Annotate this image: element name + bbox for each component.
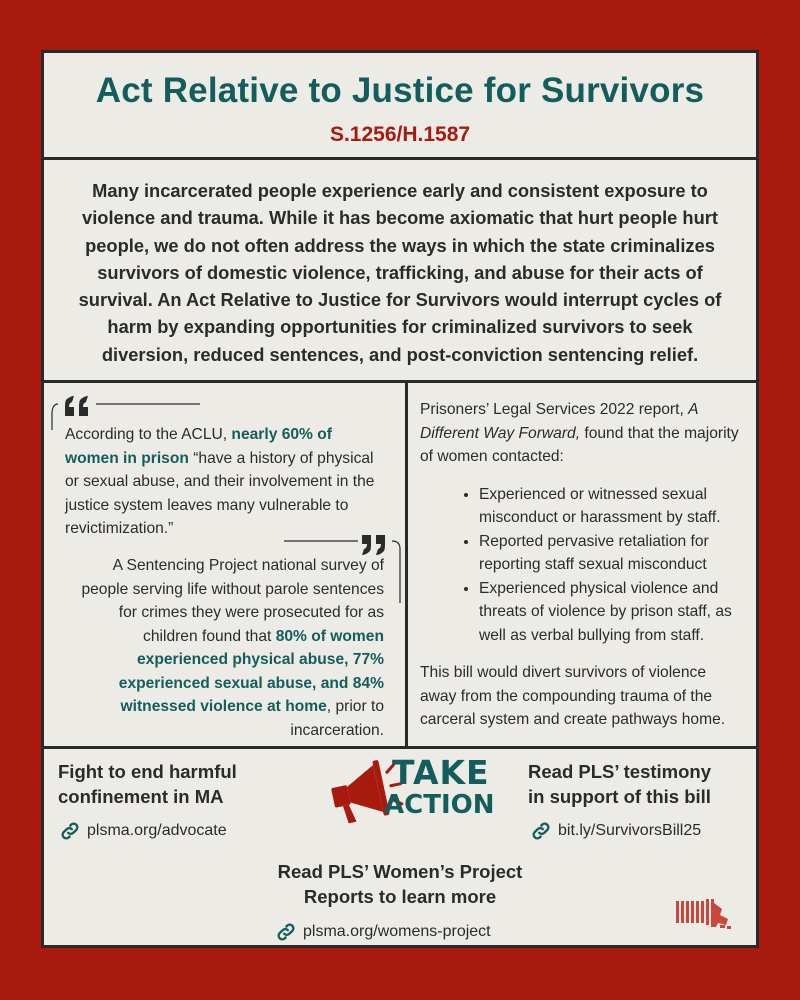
link-icon	[275, 921, 297, 943]
report-title: A Different Way Forward,	[420, 401, 698, 442]
report-intro-text-end: found that the majority of women contacted:	[420, 424, 739, 465]
womens-project-heading-line: Reports to learn more	[303, 886, 497, 907]
divider	[44, 746, 756, 749]
link-icon	[530, 820, 552, 842]
testimony-link-text[interactable]: bit.ly/SurvivorsBill25	[558, 822, 702, 839]
link-icon	[59, 820, 81, 842]
testimony-heading-line: in support of this bill	[528, 786, 711, 807]
advocate-link[interactable]	[59, 820, 227, 842]
take-action-word: TAKE	[392, 753, 490, 792]
sentencing-quote-text-end: , prior to incarceration.	[290, 698, 384, 739]
intro-paragraph: Many incarcerated people experience early and consistent exposure to violence and trauma. While it has become axiomatic that hurt people hurt people, we do not often address the ways in which the state criminalizes survivors of domestic violence, trafficking, and abuse for their acts of survival. An Act Relative to Justice for Survivors would interrupt cycles of harm by expanding opportunities for criminalized survivors to seek diversion, reduced sentences, and post-conviction sentencing relief.	[78, 180, 722, 365]
flyer-card	[41, 50, 759, 948]
testimony-heading-line: Read PLS’ testimony	[528, 761, 711, 782]
testimony-link[interactable]	[530, 820, 701, 842]
advocate-heading-line: Fight to end harmful	[58, 761, 237, 782]
report-intro-text: Prisoners’ Legal Services 2022 report,	[420, 401, 689, 418]
divider	[44, 380, 756, 383]
massachusetts-map-icon	[674, 895, 734, 931]
take-action-text[interactable]	[384, 753, 495, 821]
advocate-heading-line: confinement in MA	[58, 786, 224, 807]
list-item: • Experienced or witnessed sexual misconduct or harassment by staff.	[479, 483, 745, 530]
bill-number: S.1256/H.1587	[329, 123, 471, 146]
advocate-link-text[interactable]: plsma.org/advocate	[87, 822, 227, 839]
testimony-heading	[528, 759, 711, 809]
report-summary	[420, 398, 745, 732]
sentencing-quote-highlight: 80% of women experienced physical abuse, 77% experienced sexual abuse, and 84% witnessed violence at home	[118, 627, 384, 715]
report-intro	[420, 398, 745, 469]
sentencing-project-quote	[62, 554, 384, 742]
womens-project-link-text[interactable]: plsma.org/womens-project	[303, 923, 491, 940]
aclu-quote-text: According to the ACLU,	[65, 426, 232, 443]
list-item: • Experienced physical violence and threats of violence by prison staff, as well as verbal bullying from staff.	[479, 577, 745, 648]
womens-project-heading-line: Read PLS’ Women’s Project	[277, 861, 523, 882]
advocate-heading	[58, 759, 237, 809]
aclu-quote	[65, 423, 375, 541]
report-conclusion: This bill would divert survivors of violence away from the compounding trauma of the carceral system and create pathways home.	[420, 664, 726, 728]
list-item: • Reported pervasive retaliation for reporting staff sexual misconduct	[479, 530, 745, 577]
aclu-quote-highlight: nearly 60% of women in prison	[65, 426, 332, 467]
page-title: Act Relative to Justice for Survivors	[95, 71, 705, 110]
divider	[44, 157, 756, 160]
findings-list	[420, 483, 745, 648]
sentencing-quote-text: A Sentencing Project national survey of people serving life without parole sentences for crimes they were prosecuted for as children found that	[81, 557, 384, 645]
womens-project-link[interactable]	[275, 921, 491, 943]
aclu-quote-text-end: “have a history of physical or sexual abuse, and their involvement in the justice system leaves many vulnerable to revictimization.”	[65, 449, 375, 537]
take-action-word: ACTION	[384, 790, 495, 820]
womens-project-heading	[44, 859, 756, 909]
